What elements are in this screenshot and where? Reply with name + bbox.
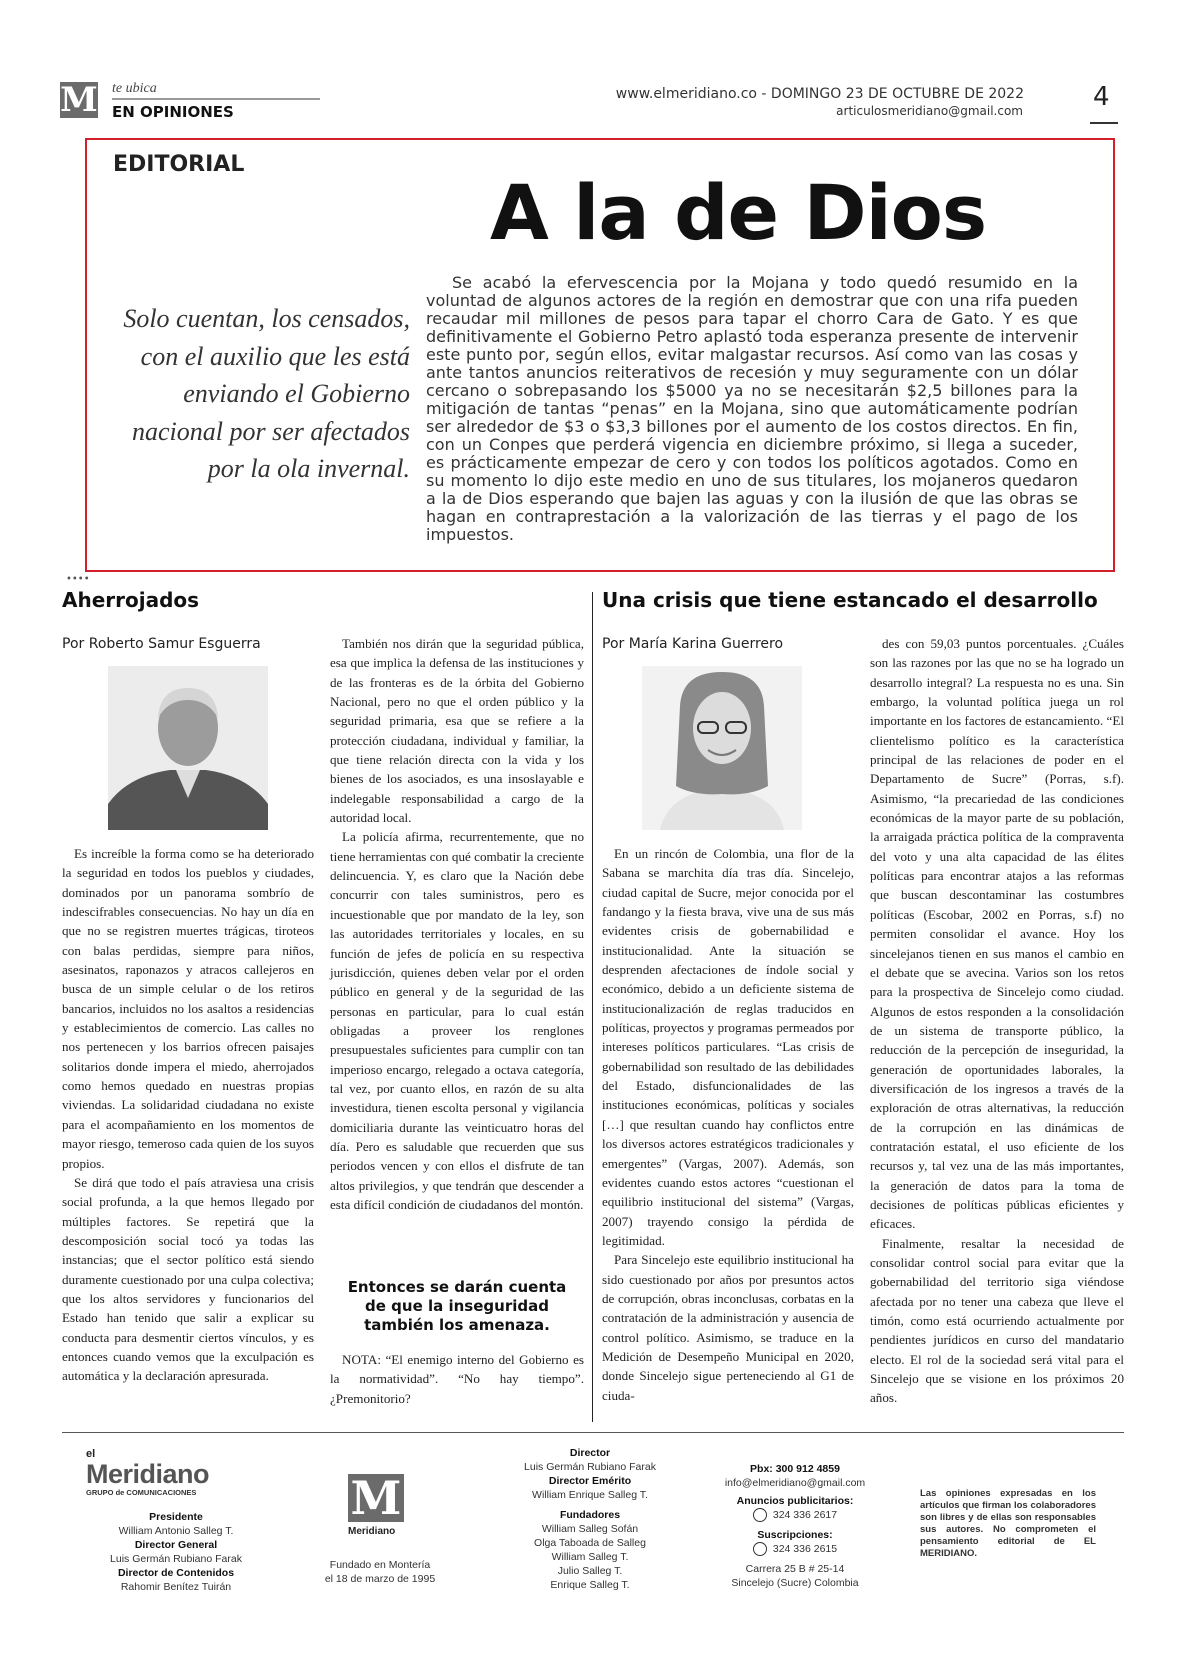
footer-contact (700, 1462, 890, 1590)
article2-paragraph: des con 59,03 puntos porcentuales. ¿Cuáles son las razones por las que no se ha logrado un desarrollo integral? La respuesta no es una. Sin embargo, la voluntad política juega un rol importante en los factores de estancamiento. “El clientelismo político es la característica principal de las relaciones de poder en el Departamento de Sucre” (Porras, s.f). Asimismo, “la precariedad de las condiciones económicas de la mayor parte de su población, la arraigada práctica política de la compraventa del voto y una alta capacidad de las élites políticas para encontrar atajos a las reformas que buscan descontaminar las costumbres políticas (Escobar, 2002 en Porras, s.f) no permiten consolidar el avance. Hoy los sincelejanos tienen en sus manos el cambio en el debate que se avecina. Varios son los retos para la prospectiva de Sincelejo como ciudad. Algunos de estos responden a la consolidación de un sistema de transporte público, la reducción de la percepción de inseguridad, la generación de oportunidades laborales, la diversificación de los ingresos a través de la exploración de otras alternativas, la reducción de la corrupción en las dinámicas de contratación estatal, el uso eficiente de los recursos y, tal vez una de las más importantes, la generación de datos para la toma de decisiones de políticas públicas eficientes y eficaces. (870, 636, 1124, 1232)
article2-headline: Una crisis que tiene estancado el desarrollo (602, 588, 1098, 612)
footer-staff-left (76, 1510, 276, 1594)
article1-byline: Por Roberto Samur Esguerra (62, 636, 261, 652)
brand-sub: GRUPO de COMUNICACIONES (86, 1488, 197, 1497)
director-emerito-name: William Enrique Salleg T. (532, 1489, 648, 1501)
fundador: Julio Salleg T. (557, 1565, 623, 1577)
suscripciones-label: Suscripciones: (757, 1529, 833, 1542)
article1-paragraph: La policía afirma, recurrentemente, que no tiene herramientas con qué combatir la creciente delincuencia. Y, es claro que la Nación debe concurrir con tales suministros, pero es incuestionable que por mandato de la ley, son las autoridades territoriales y locales, en su función de jefes de policía en su respectiva jurisdicción, quienes deben velar por el orden público en general y de la seguridad de las personas en particular, para lo cual están obligadas a proveer los renglones presupuestales suficientes para cumplir con tan imperioso encargo, relegado a octava categoría, tal vez, por cuanto ellos, en razón de su alta investidura, tienen escolta personal y vigilancia domiciliaria durante las veinticuatro horas del día. Pero es saludable que recuerden que sus periodos vencen y con ellos el disfrute de tan altos privilegios, y que tendrán que descender a esta difícil condición de ciudadanos del montón. (330, 829, 584, 1212)
suscripciones-phone: 324 336 2615 (772, 1543, 838, 1556)
page-number-rule (1090, 122, 1118, 124)
article1-paragraph: También nos dirán que la seguridad pública, esa que implica la defensa de las instituciones y de las fronteras es de la órbita del Gobierno Nacional, pero no que el orden público y la seguridad primaria, esa que se refiere a la protección ciudadana, individual y familiar, la que tiene relación directa con la vida y los bienes de los asociados, es una insoslayable e indelegable responsabilidad a cargo de la autoridad local. (330, 636, 584, 826)
anuncios-label: Anuncios publicitarios: (736, 1495, 854, 1507)
logo2-name: Meridiano (348, 1526, 396, 1537)
article2-byline: Por María Karina Guerrero (602, 636, 784, 652)
director-emerito-label: Director Emérito (548, 1475, 632, 1487)
footer-brand (86, 1448, 209, 1497)
presidente-label: Presidente (149, 1511, 203, 1523)
director-name: Luis Germán Rubiano Farak (524, 1461, 656, 1473)
fundadores-label: Fundadores (559, 1509, 621, 1521)
article2-column2 (870, 634, 1124, 1408)
page-number: 4 (1093, 82, 1110, 112)
author-portrait-icon (108, 666, 268, 830)
fundador: William Salleg T. (551, 1551, 629, 1563)
brand-el: el (86, 1448, 96, 1460)
director-general-name: Luis Germán Rubiano Farak (110, 1553, 242, 1565)
director-contenidos-label: Director de Contenidos (117, 1567, 235, 1579)
article1-paragraph: Es increíble la forma como se ha deteriorado la seguridad en todos los pueblos y ciudades, dominados por un panorama sombrío de indescifrables consecuencias. No hay un día en que no se registren muertes trágicas, tiroteos con balas perdidas, siempre para niños, asesinatos, raponazos y atracos callejeros en busca de un simple celular o de los retiros bancarios, incluidos no los asaltos a residencias y establecimientos de comercio. Las calles no nos pertenecen y los barrios ofrecen paisajes solitarios donde impera el miedo, aherrojados como hemos quedado en nuestras propias viviendas. La solidaridad ciudadana no existe para el acompañamiento en los momentos de mayor riesgo, temeroso cada quien de los suyos propios. (62, 846, 314, 1171)
fundado-text (310, 1558, 450, 1586)
whatsapp-icon (753, 1542, 767, 1556)
article1-paragraph: Se dirá que todo el país atraviesa una crisis social profunda, a la que hemos llegado por múltiples factores. Se repetirá que la descomposición social tocó ya todas las instancias; que el sector político está siendo duramente cuestionado por una culpa colectiva; que los altos servidores y funcionarios del Estado han tenido que salir a explicar su conducta para desmentir ciertos vínculos, y es entonces cuando vemos que la exculpación es automática y la declaración apresurada. (62, 1174, 314, 1384)
article1-callout: Entonces se darán cuenta de que la inseguridad también los amenaza. (347, 1278, 567, 1334)
article2-paragraph: En un rincón de Colombia, una flor de la Sabana se marchita día tras día. Sincelejo, ciudad capital de Sucre, mejor conocida por el fandango y la fiesta brava, vive una de sus más evidentes crisis de gobernabilidad e institucionalidad. Ante la situación se desprenden afectaciones de índole social y económico, debido a un deficiente sistema de institucionalización de reglas traducidos en políticas, proyectos y programas permeados por intereses políticos particulares. “Las crisis de gobernabilidad son resultado de las debilidades del Estado, disfuncionalidades de las instituciones económicas, políticas y sociales […] que resultan cuando hay conflictos entre los diversos actores estratégicos tradicionales y emergentes” (Vargas, 2007). Además, son evidentes cuando estos actores “cuestionan el equilibrio institucional del sistema” (Vargas, 2007) trayendo consigo la pérdida de legitimidad. (602, 846, 854, 1248)
address-line1: Carrera 25 B # 25-14 (745, 1563, 845, 1576)
editorial-body (426, 274, 1078, 544)
article2-paragraph: Para Sincelejo este equilibrio institucional ha sido cuestionado por años por presuntos actos de corrupción, obras inconclusas, corbatas en la contratación de la administración y ausencia de control político. Asimismo, se traduce en la Medición de Desempeño Municipal en 2020, donde Sincelejo sigue perteneciendo al G1 de ciuda- (602, 1252, 854, 1403)
whatsapp-icon (753, 1508, 767, 1522)
address-line2: Sincelejo (Sucre) Colombia (731, 1577, 859, 1590)
editorial-title: A la de Dios (490, 168, 987, 257)
anuncios-phone: 324 336 2617 (772, 1509, 838, 1521)
director-label: Director (569, 1447, 611, 1459)
article1-note (330, 1350, 584, 1408)
fundado-line2: el 18 de marzo de 1995 (324, 1573, 436, 1585)
director-contenidos-name: Rahomir Benítez Tuirán (120, 1581, 232, 1593)
meridiano-m-logo-icon: M (348, 1474, 404, 1522)
column-separator (592, 592, 593, 1422)
article2-column1 (602, 844, 854, 1405)
site-and-date: www.elmeridiano.co - DOMINGO 23 DE OCTUBRE DE 2022 (615, 86, 1024, 102)
article1-headline: Aherrojados (62, 588, 200, 612)
editorial-pull-quote: Solo cuentan, los censados, con el auxilio que les está enviando el Gobierno nacional por ser afectados por la ola invernal. (123, 304, 410, 483)
editorial-label: EDITORIAL (113, 152, 245, 177)
footer-rule (62, 1432, 1124, 1433)
contact-email: articulosmeridiano@gmail.com (836, 104, 1023, 118)
pbx: Pbx: 300 912 4859 (750, 1463, 840, 1475)
fundador: Enrique Salleg T. (550, 1579, 630, 1591)
info-email: info@elmeridiano@gmail.com (724, 1477, 866, 1489)
article1-column2 (330, 634, 584, 1214)
editorial-paragraph: Se acabó la efervescencia por la Mojana y todo quedó resumido en la voluntad de algunos actores de la región en demostrar que con una rifa pueden recaudar mil millones de pesos para tapar el chorro Cara de Gato. Y es que definitivamente el Gobierno Petro aplastó toda esperanza presente de intervenir este punto por, según ellos, evitar malgastar recursos. Así como van las cosas y ante tantos anuncios reiterativos de recesión y muy seguramente con un dólar cercano o sobrepasando los $5000 ya no se necesitarán $2,5 billones para la mitigación de tantas “penas” en la Mojana, sino que automáticamente podrían ser alrededor de $3 o $3,3 billones por el aumento de los costos directos. En fin, con un Conpes que perderá vigencia en diciembre próximo, si llega a suceder, es prácticamente empezar de cero y con todos los políticos agotados. Como en su momento lo dijo este medio en uno de sus titulares, los mojaneros quedaron a la de Dios esperando que bajen las aguas y con la ilusión de que las obras se hagan en contraprestación a la valorización de las tierras y el pago de los impuestos. (426, 273, 1078, 544)
author-photo-maria (642, 666, 802, 830)
header-rule (112, 98, 320, 100)
fundado-line1: Fundado en Montería (329, 1559, 431, 1571)
article2-paragraph: Finalmente, resaltar la necesidad de consolidar control social para evitar que la gobernabilidad del territorio siga viéndose afectada por no tener una cabeza que lleve el timón, como está ocurriendo actualmente por pendientes jurídicos en curso del mandatario electo. El rol de la sociedad será vital para el Sincelejo que se visione en los próximos 20 años. (870, 1235, 1124, 1406)
footer-disclaimer: Las opiniones expresadas en los artículos que firman los colaboradores son libres y de ellas son responsables sus autores. No comprometen el pensamiento editorial de EL MERIDIANO. (920, 1488, 1096, 1559)
author-photo-roberto (108, 666, 268, 830)
dot-divider: •••• (66, 574, 90, 585)
te-ubica-label: te ubica (112, 81, 157, 96)
author-portrait-icon (642, 666, 802, 830)
director-general-label: Director General (134, 1539, 218, 1551)
fundador: Olga Taboada de Salleg (534, 1537, 646, 1549)
presidente-name: William Antonio Salleg T. (118, 1525, 234, 1537)
brand-name: Meridiano (86, 1459, 210, 1489)
section-name: EN OPINIONES (112, 103, 234, 121)
footer-staff-center (500, 1446, 680, 1592)
article1-note-text: NOTA: “El enemigo interno del Gobierno es la normatividad”. “No hay tiempo”. ¿Premonitorio? (330, 1352, 584, 1406)
fundador: William Salleg Sofán (541, 1523, 639, 1535)
article1-column1 (62, 844, 314, 1386)
meridiano-logo-icon: M (60, 80, 98, 120)
